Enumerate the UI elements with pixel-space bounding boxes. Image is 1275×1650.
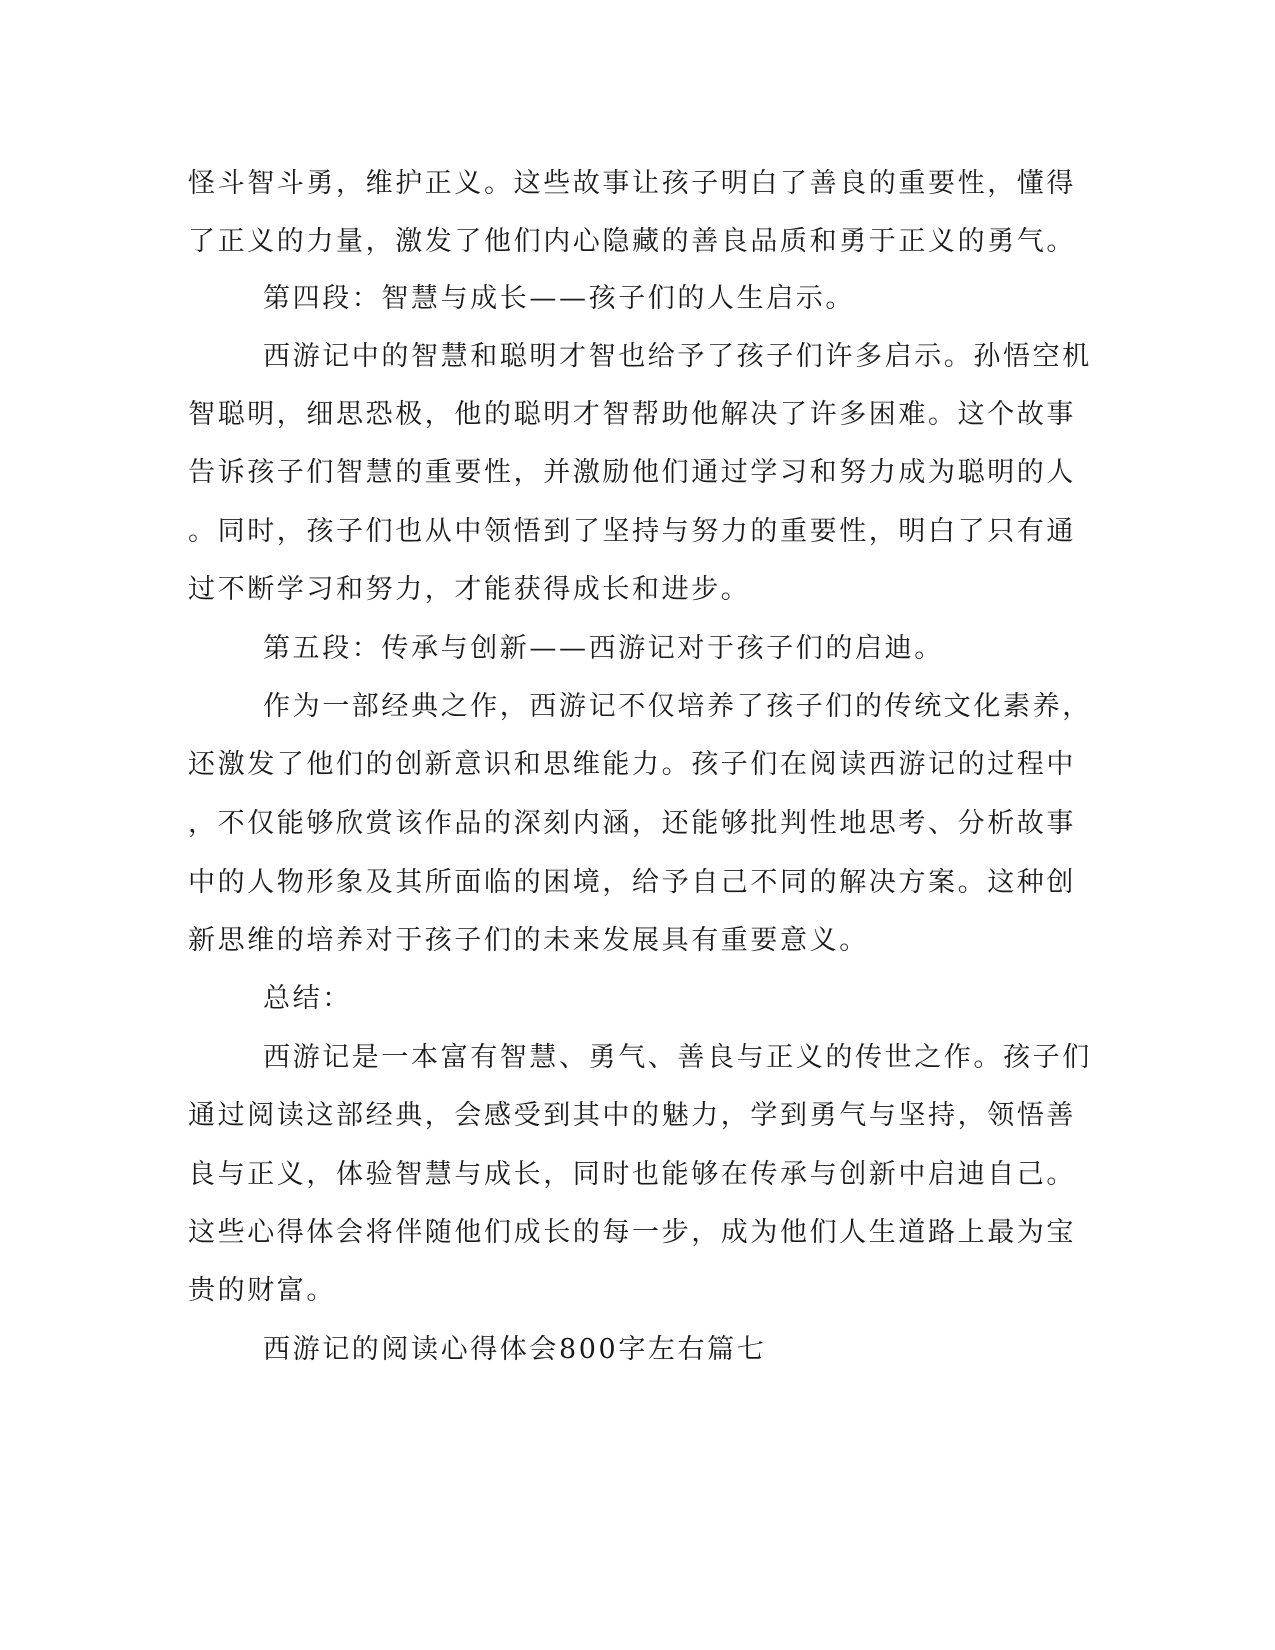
section-heading-4: 第四段：智慧与成长——孩子们的人生启示。: [263, 283, 855, 314]
text-line: 智聪明，细思恐极，他的聪明才智帮助他解决了许多困难。这个故事: [188, 399, 1076, 430]
text-line: 新思维的培养对于孩子们的未来发展具有重要意义。: [188, 925, 869, 956]
text-line: 通过阅读这部经典，会感受到其中的魅力，学到勇气与坚持，领悟善: [188, 1100, 1076, 1131]
text-line: 作为一部经典之作，西游记不仅培养了孩子们的传统文化素养，: [263, 691, 1092, 722]
summary-heading: 总结：: [263, 983, 352, 1014]
next-essay-title: 西游记的阅读心得体会800字左右篇七: [263, 1334, 767, 1365]
section-heading-5: 第五段：传承与创新——西游记对于孩子们的启迪。: [263, 633, 944, 664]
text-line: 西游记是一本富有智慧、勇气、善良与正义的传世之作。孩子们: [263, 1042, 1092, 1073]
text-line: 中的人物形象及其所面临的困境，给予自己不同的解决方案。这种创: [188, 867, 1076, 898]
text-line: 还激发了他们的创新意识和思维能力。孩子们在阅读西游记的过程中: [188, 749, 1076, 780]
text-line: 告诉孩子们智慧的重要性，并激励他们通过学习和努力成为聪明的人: [188, 457, 1076, 488]
text-line: 过不断学习和努力，才能获得成长和进步。: [188, 574, 751, 605]
text-line: 了正义的力量，激发了他们内心隐藏的善良品质和勇于正义的勇气。: [188, 226, 1076, 257]
text-line: 西游记中的智慧和聪明才智也给予了孩子们许多启示。孙悟空机: [263, 341, 1092, 372]
text-line: 这些心得体会将伴随他们成长的每一步，成为他们人生道路上最为宝: [188, 1217, 1076, 1248]
text-line: 怪斗智斗勇，维护正义。这些故事让孩子明白了善良的重要性，懂得: [188, 168, 1076, 199]
text-line: 贵的财富。: [188, 1275, 336, 1306]
text-line: ，不仅能够欣赏该作品的深刻内涵，还能够批判性地思考、分析故事: [188, 808, 1076, 839]
text-line: 。同时，孩子们也从中领悟到了坚持与努力的重要性，明白了只有通: [188, 516, 1076, 547]
text-line: 良与正义，体验智慧与成长，同时也能够在传承与创新中启迪自己。: [188, 1159, 1076, 1190]
